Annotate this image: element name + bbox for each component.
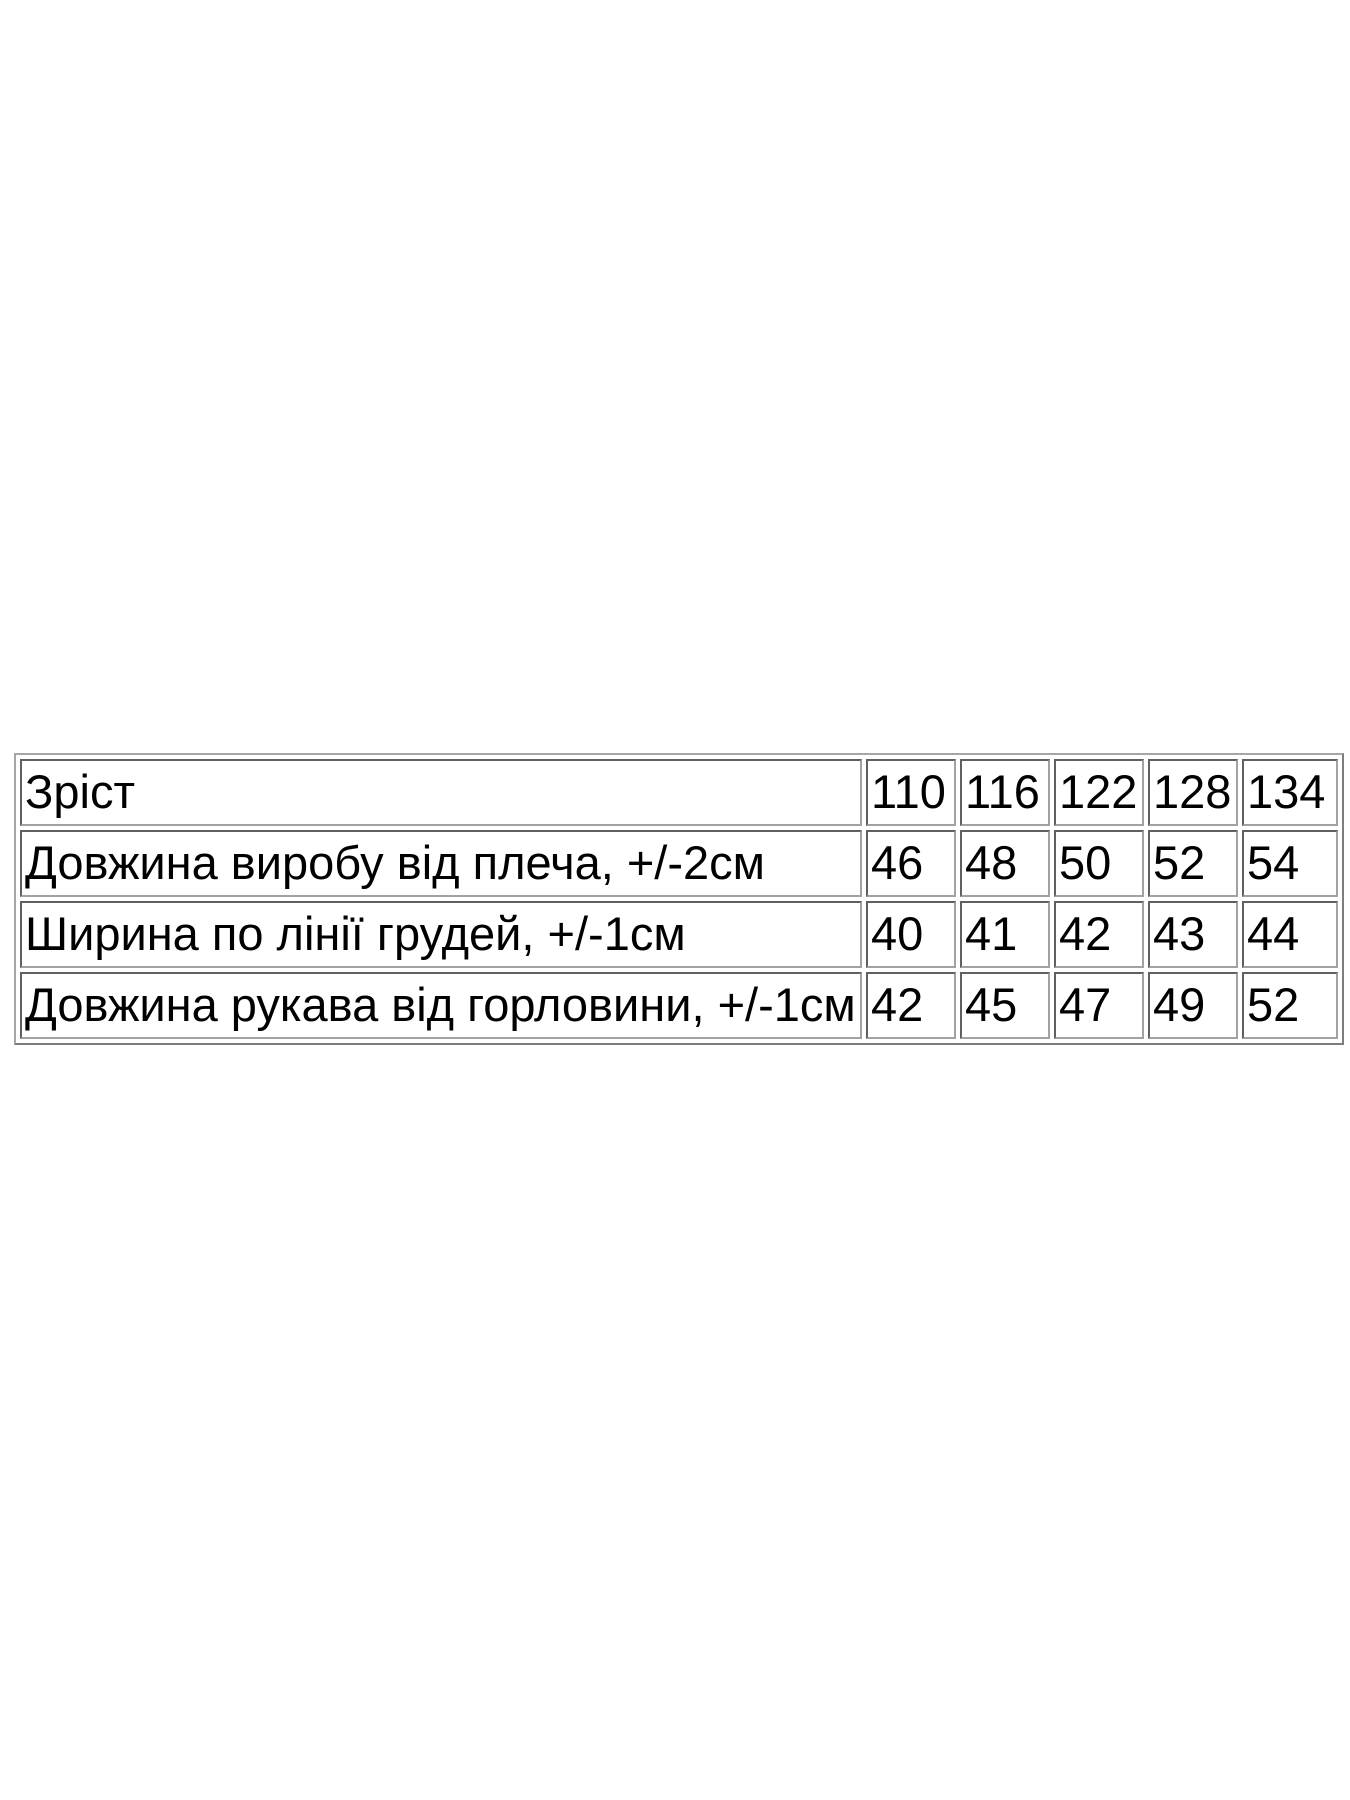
table-row-sleeve-length xyxy=(20,972,1338,1039)
header-cell-size-134: 134 xyxy=(1242,759,1338,826)
table-row-product-length xyxy=(20,830,1338,897)
value-cell: 46 xyxy=(866,830,956,897)
value-cell: 50 xyxy=(1054,830,1144,897)
row-label-cell: Ширина по лінії грудей, +/-1см xyxy=(20,901,862,968)
value-cell: 52 xyxy=(1148,830,1238,897)
table-row-chest-width xyxy=(20,901,1338,968)
row-label-cell: Довжина рукава від горловини, +/-1см xyxy=(20,972,862,1039)
value-cell: 42 xyxy=(1054,901,1144,968)
value-cell: 42 xyxy=(866,972,956,1039)
header-cell-size-110: 110 xyxy=(866,759,956,826)
header-cell-size-116: 116 xyxy=(960,759,1050,826)
header-cell-metric: Зріст xyxy=(20,759,862,826)
value-cell: 40 xyxy=(866,901,956,968)
size-table xyxy=(14,753,1344,1045)
value-cell: 49 xyxy=(1148,972,1238,1039)
table-header-row xyxy=(20,759,1338,826)
row-label-cell: Довжина виробу від плеча, +/-2см xyxy=(20,830,862,897)
header-cell-size-128: 128 xyxy=(1148,759,1238,826)
value-cell: 44 xyxy=(1242,901,1338,968)
value-cell: 45 xyxy=(960,972,1050,1039)
value-cell: 54 xyxy=(1242,830,1338,897)
value-cell: 43 xyxy=(1148,901,1238,968)
value-cell: 52 xyxy=(1242,972,1338,1039)
value-cell: 48 xyxy=(960,830,1050,897)
value-cell: 41 xyxy=(960,901,1050,968)
value-cell: 47 xyxy=(1054,972,1144,1039)
header-cell-size-122: 122 xyxy=(1054,759,1144,826)
